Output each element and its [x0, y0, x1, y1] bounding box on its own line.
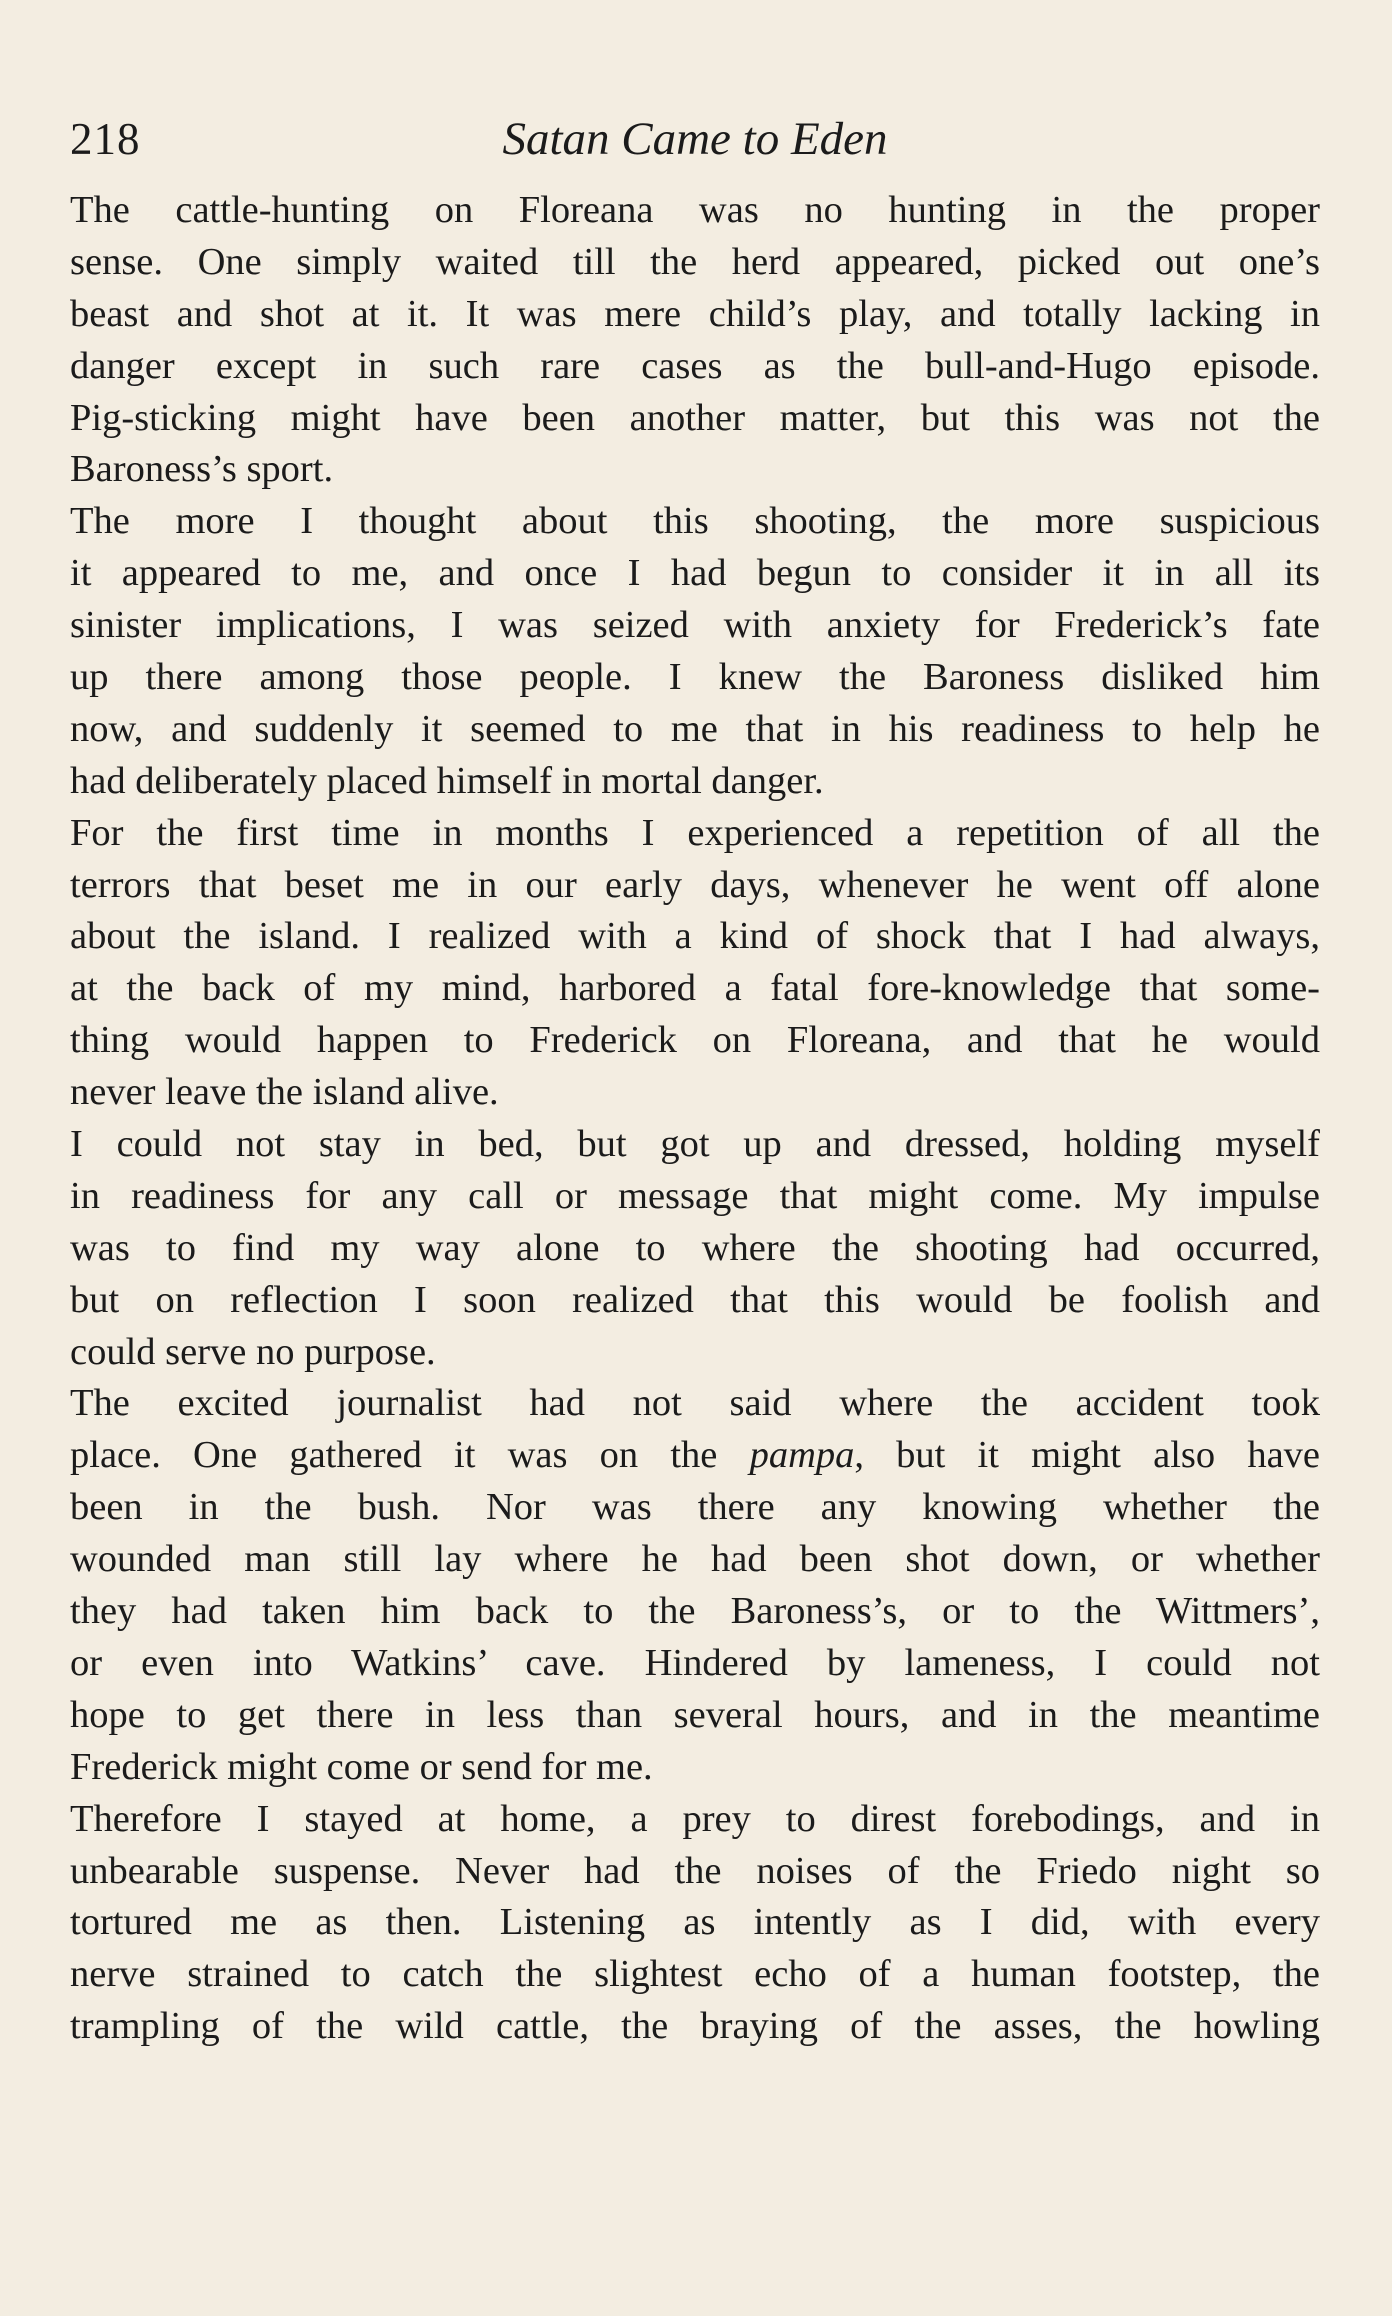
running-title: Satan Came to Eden — [502, 113, 888, 165]
text-line: at the back of my mind, harbored a fatal fore-knowledge that some- — [70, 967, 1320, 1010]
body-text — [70, 185, 1320, 2053]
text-line: now, and suddenly it seemed to me that in his readiness to help he — [70, 707, 1320, 750]
text-line: it appeared to me, and once I had begun to consider it in all its — [70, 552, 1320, 595]
text-segment: , but it might also have — [854, 1434, 1321, 1477]
page-header — [70, 104, 1320, 174]
text-line: hope to get there in less than several hours, and in the meantime — [70, 1693, 1320, 1736]
paragraph-3 — [70, 808, 1320, 1119]
text-line: The cattle-hunting on Floreana was no hunting in the proper — [70, 189, 1320, 231]
text-line: but on reflection I soon realized that this would be foolish and — [70, 1278, 1320, 1321]
text-segment: place. One gathered it was on the — [70, 1434, 750, 1477]
text-line: in readiness for any call or message that might come. My impulse — [70, 1174, 1320, 1217]
paragraph-5 — [70, 1378, 1320, 1793]
text-line: had deliberately placed himself in mortal danger. — [70, 759, 824, 802]
text-line: been in the bush. Nor was there any knowing whether the — [70, 1486, 1320, 1529]
text-line: wounded man still lay where he had been shot down, or whether — [70, 1538, 1320, 1581]
text-line-with-italic — [70, 1430, 1320, 1482]
text-line: danger except in such rare cases as the bull-and-Hugo episode. — [70, 344, 1320, 387]
text-line: beast and shot at it. It was mere child’s play, and totally lacking in — [70, 292, 1320, 335]
paragraph-6 — [70, 1794, 1320, 2053]
text-line: Pig-sticking might have been another matter, but this was not the — [70, 396, 1320, 439]
text-line: about the island. I realized with a kind of shock that I had always, — [70, 915, 1320, 958]
text-line: sense. One simply waited till the herd appeared, picked out one’s — [70, 240, 1320, 283]
text-line: For the first time in months I experienced a repetition of all the — [70, 811, 1320, 854]
text-line: or even into Watkins’ cave. Hindered by lameness, I could not — [70, 1641, 1320, 1684]
paragraph-1 — [70, 185, 1320, 496]
text-line: thing would happen to Frederick on Floreana, and that he would — [70, 1019, 1320, 1062]
text-line: tortured me as then. Listening as intently as I did, with every — [70, 1901, 1320, 1944]
text-line: never leave the island alive. — [70, 1071, 499, 1114]
text-line: sinister implications, I was seized with anxiety for Frederick’s fate — [70, 604, 1320, 647]
text-line: Baroness’s sport. — [70, 448, 334, 491]
text-line: terrors that beset me in our early days, whenever he went off alone — [70, 863, 1320, 906]
text-line: they had taken him back to the Baroness’s, or to the Wittmers’, — [70, 1590, 1320, 1633]
text-line: Therefore I stayed at home, a prey to direst forebodings, and in — [70, 1797, 1320, 1840]
paragraph-4 — [70, 1119, 1320, 1378]
paragraph-2 — [70, 496, 1320, 807]
italic-word: pampa — [749, 1434, 855, 1477]
text-line: trampling of the wild cattle, the braying of the asses, the howling — [70, 2005, 1320, 2048]
text-line: The more I thought about this shooting, the more suspicious — [70, 500, 1320, 543]
text-line: unbearable suspense. Never had the noises of the Friedo night so — [70, 1849, 1320, 1892]
page-number: 218 — [70, 114, 141, 164]
text-line: I could not stay in bed, but got up and dressed, holding myself — [70, 1123, 1320, 1166]
text-line: Frederick might come or send for me. — [70, 1745, 653, 1788]
text-line: was to find my way alone to where the shooting had occurred, — [70, 1226, 1320, 1269]
text-line: up there among those people. I knew the Baroness disliked him — [70, 656, 1320, 699]
text-line: The excited journalist had not said where the accident took — [70, 1382, 1320, 1425]
text-line: could serve no purpose. — [70, 1330, 436, 1373]
text-line: nerve strained to catch the slightest echo of a human footstep, the — [70, 1953, 1320, 1996]
